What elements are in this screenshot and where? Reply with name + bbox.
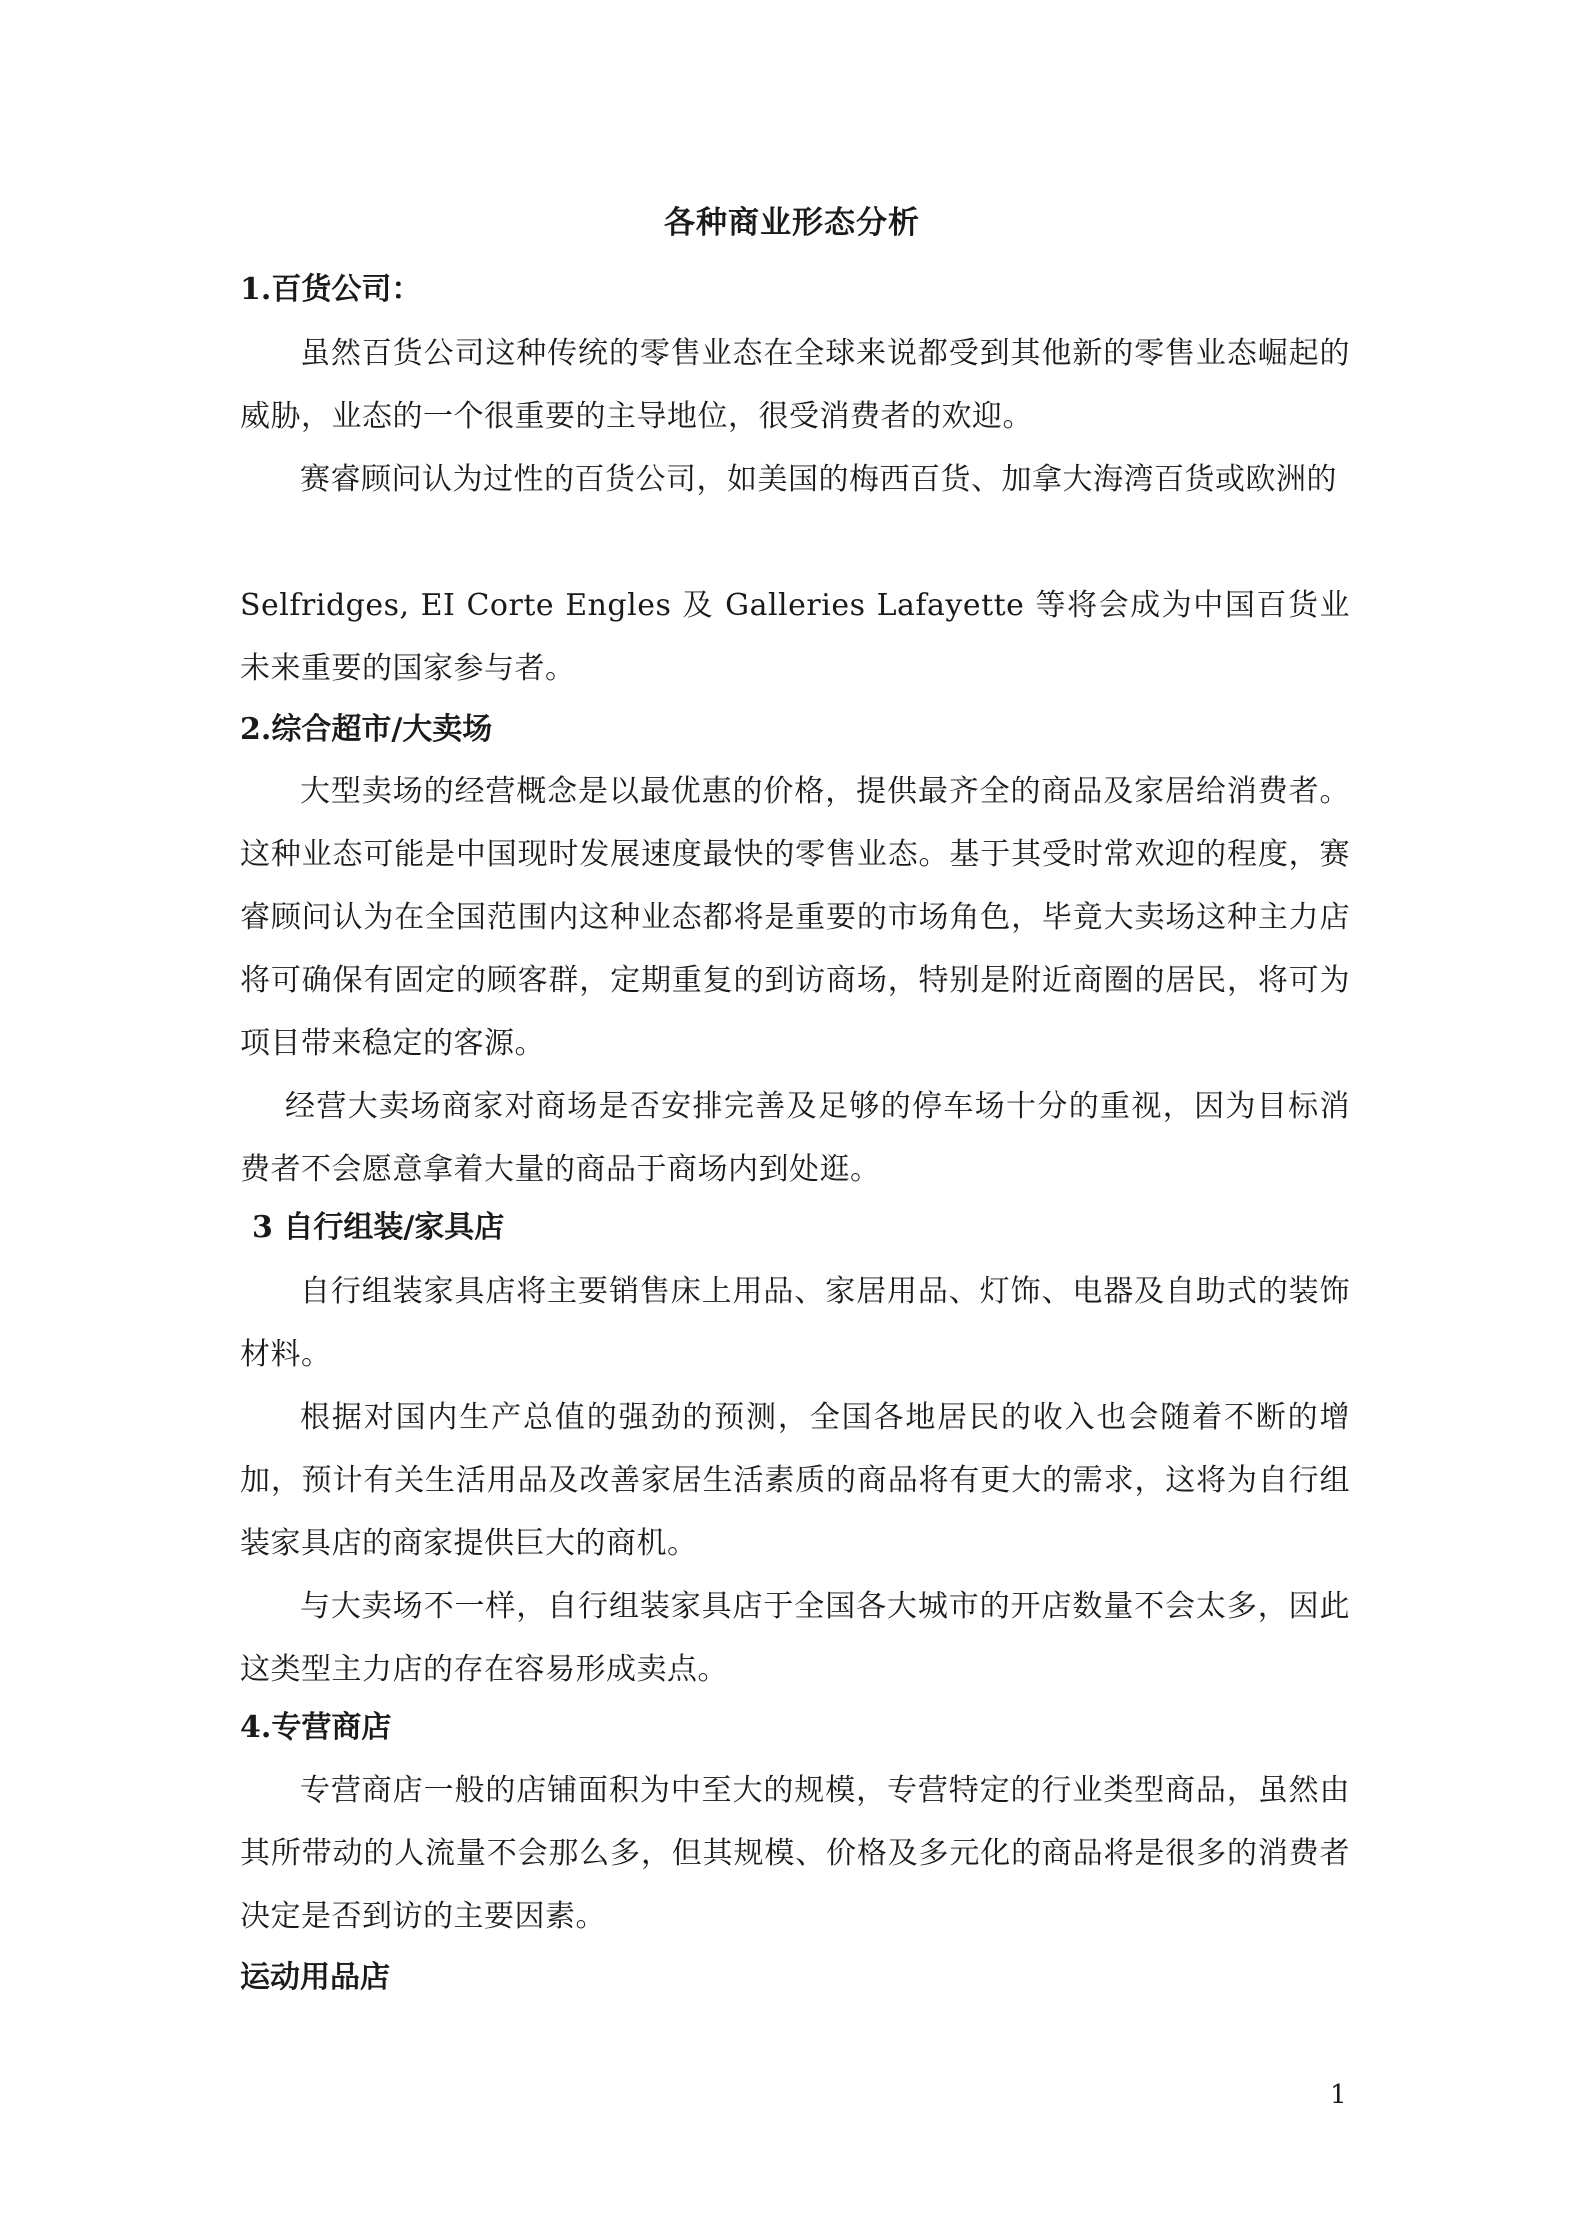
section-heading-department-store: 1.百货公司： [240,272,422,307]
paragraph: 自行组装家具店将主要销售床上用品、家居用品、灯饰、电器及自助式的装饰材料。 [240,1274,1350,1372]
paragraph: 与大卖场不一样，自行组装家具店于全国各大城市的开店数量不会太多，因此这类型主力店的存在容易形成卖点。 [240,1589,1350,1687]
paragraph: 赛睿顾问认为过性的百货公司，如美国的梅西百货、加拿大海湾百货或欧洲的 [300,462,1337,497]
paragraph: 根据对国内生产总值的强劲的预测，全国各地居民的收入也会随着不断的增加，预计有关生活用品及改善家居生活素质的商品将有更大的需求，这将为自行组装家具店的商家提供巨大的商机。 [240,1400,1350,1561]
paragraph: 经营大卖场商家对商场是否安排完善及足够的停车场十分的重视，因为目标消费者不会愿意拿着大量的商品于商场内到处逛。 [240,1089,1350,1187]
section-heading-sporting-goods: 运动用品店 [240,1960,390,1995]
paragraph: 大型卖场的经营概念是以最优惠的价格，提供最齐全的商品及家居给消费者。这种业态可能是中国现时发展速度最快的零售业态。基于其受时常欢迎的程度，赛睿顾问认为在全国范围内这种业态都将是重要的市场角色，毕竟大卖场这种主力店将可确保有固定的顾客群，定期重复的到访商场，特别是附近商圈的居民，将可为项目带来稳定的客源。 [240,774,1350,1061]
paragraph: 虽然百货公司这种传统的零售业态在全球来说都受到其他新的零售业态崛起的威胁，业态的一个很重要的主导地位，很受消费者的欢迎。 [240,336,1350,434]
section-heading-specialty-store: 4.专营商店 [240,1710,392,1745]
page-number: 1 [1330,2080,1347,2110]
section-heading-hypermarket: 2.综合超市/大卖场 [240,712,493,747]
paragraph: 专营商店一般的店铺面积为中至大的规模，专营特定的行业类型商品，虽然由其所带动的人流量不会那么多，但其规模、价格及多元化的商品将是很多的消费者决定是否到访的主要因素。 [240,1773,1350,1934]
section-heading-furniture-store: 3 自行组装/家具店 [252,1210,505,1245]
paragraph: Selfridges, EI Corte Engles 及 Galleries Lafayette 等将会成为中国百货业未来重要的国家参与者。 [240,588,1350,686]
document-title: 各种商业形态分析 [664,205,920,241]
